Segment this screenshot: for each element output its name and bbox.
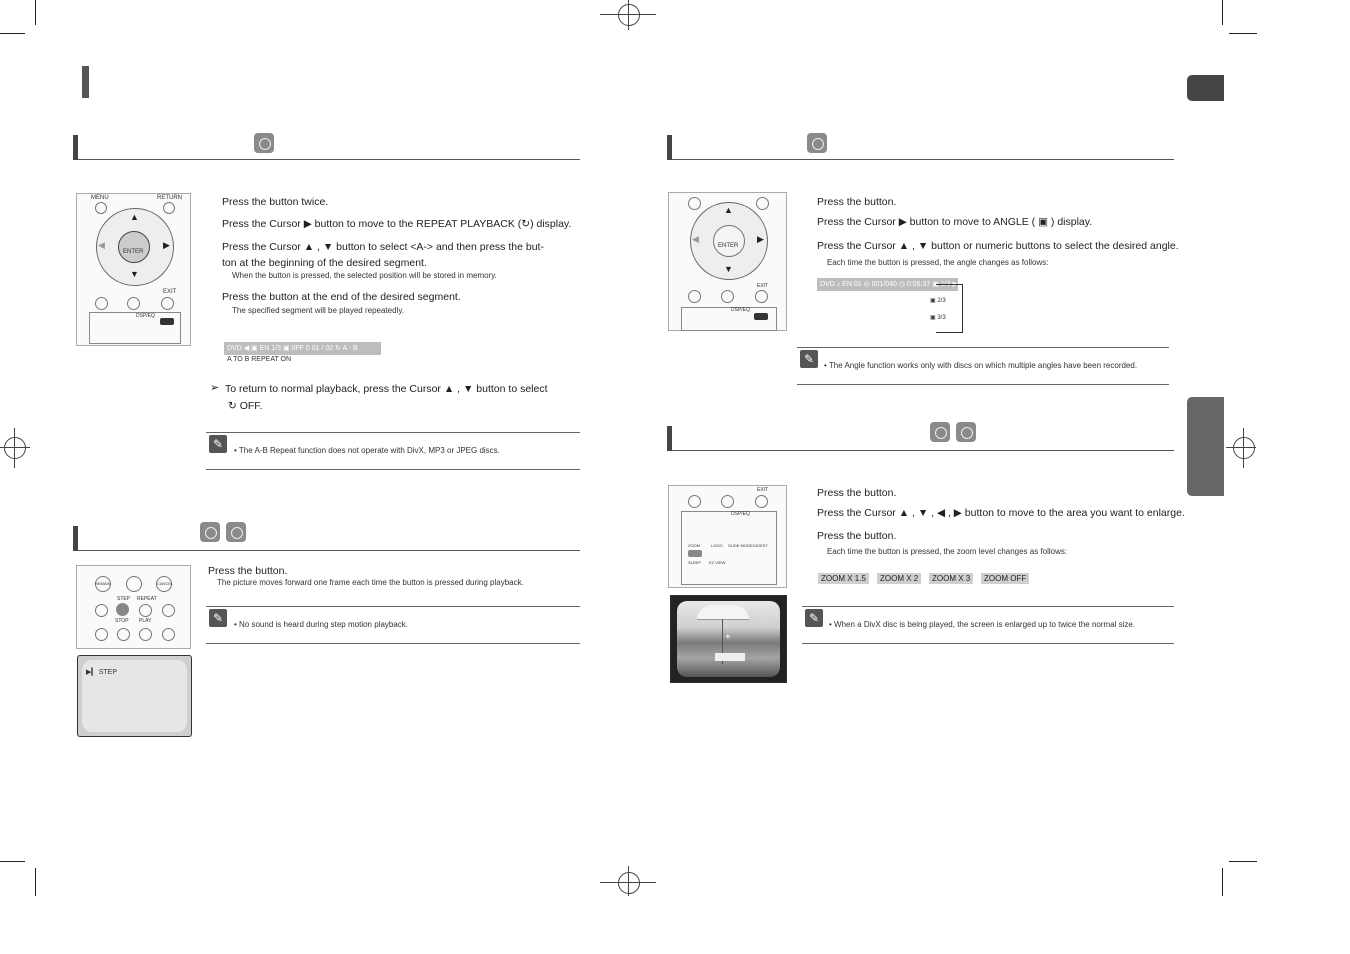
note-pencil-icon: ✎ [800, 350, 818, 368]
left-arrow-icon: ◀ [692, 234, 699, 244]
note-pencil-icon: ✎ [209, 609, 227, 627]
zoom-button [688, 550, 702, 557]
dvd-disc-icon [200, 522, 220, 542]
note-pencil-icon: ✎ [805, 609, 823, 627]
note-box: ✎ • When a DivX disc is being played, the screen is enlarged up to twice the normal size. [802, 606, 1174, 644]
zoom-level-label: ZOOM X 2 [877, 573, 921, 584]
crop-mark [0, 861, 25, 862]
angle-header [667, 135, 1174, 160]
registration-mark [618, 4, 640, 26]
tv-screen: ▶▎ STEP [77, 655, 192, 737]
dvd-disc-icon [807, 133, 827, 153]
registration-mark [4, 437, 26, 459]
note-box: ✎ • The A-B Repeat function does not operate with DivX, MP3 or JPEG discs. [206, 432, 580, 470]
right-arrow-icon: ▶ [757, 234, 764, 244]
page-tab [1187, 75, 1224, 101]
zoom-level-label: ZOOM OFF [981, 573, 1029, 584]
status-bar: DVD ♪ EN 01 ◎ 001/040 ◷ 0:05:37 ▣ 1/3 ▶ [817, 278, 958, 291]
zoom-header [667, 426, 1174, 451]
page-title-bar [82, 66, 89, 98]
enter-button [713, 225, 745, 257]
remote-illustration: MENU RETURN ENTER ▲ ▼ ▶ ◀ EXIT DSP/EQ [76, 193, 191, 346]
left-arrow-icon: ◀ [98, 240, 105, 250]
note-pencil-icon: ✎ [209, 435, 227, 453]
crop-mark [35, 0, 36, 25]
note-box: ✎ • No sound is heard during step motion playback. [206, 606, 580, 644]
step-button [116, 603, 129, 616]
step-header [73, 526, 580, 551]
dvd-disc-icon [930, 422, 950, 442]
enter-button [118, 231, 150, 263]
zoom-level-label: ZOOM X 1.5 [818, 573, 869, 584]
crop-mark [0, 33, 25, 34]
up-arrow-icon: ▲ [724, 205, 733, 215]
tip-arrow-icon: ➢ [210, 382, 220, 394]
crop-mark [1222, 868, 1223, 896]
up-arrow-icon: ▲ [130, 212, 139, 222]
divx-disc-icon [956, 422, 976, 442]
crop-mark [35, 868, 36, 896]
note-box: ✎ • The Angle function works only with discs on which multiple angles have been recorded. [797, 347, 1169, 385]
remote-illustration: EXIT DSP/EQ ZOOM LOGO SLIDE MODE DIGEST SLEEP EZ VIEW [668, 485, 787, 588]
zoom-level-label: ZOOM X 3 [929, 573, 973, 584]
crop-mark [1229, 33, 1257, 34]
crop-mark [1222, 0, 1223, 25]
down-arrow-icon: ▼ [130, 269, 139, 279]
crosshair-icon: + [725, 632, 731, 643]
info-button [754, 313, 768, 320]
right-arrow-icon: ▶ [163, 240, 170, 250]
registration-mark [618, 872, 640, 894]
registration-mark [1233, 437, 1255, 459]
crop-mark [1229, 861, 1257, 862]
down-arrow-icon: ▼ [724, 264, 733, 274]
info-button [160, 318, 174, 325]
angle-cycle-bracket [936, 284, 963, 333]
status-bar: DVD ◀ ▣ EN 1/3 ▣ 0FF 0 01 / 02 ↻ A - B [224, 342, 381, 355]
remote-illustration: ENTER ▲ ▼ ▶ ◀ EXIT DSP/EQ [668, 192, 787, 331]
ab-repeat-header [73, 135, 580, 160]
zoom-screen-photo [670, 595, 787, 683]
divx-disc-icon [226, 522, 246, 542]
remote-illustration: REMAIN CANCEL STEP REPEAT STOP PLAY [76, 565, 191, 649]
chapter-tab [1187, 397, 1224, 496]
dvd-disc-icon [254, 133, 274, 153]
